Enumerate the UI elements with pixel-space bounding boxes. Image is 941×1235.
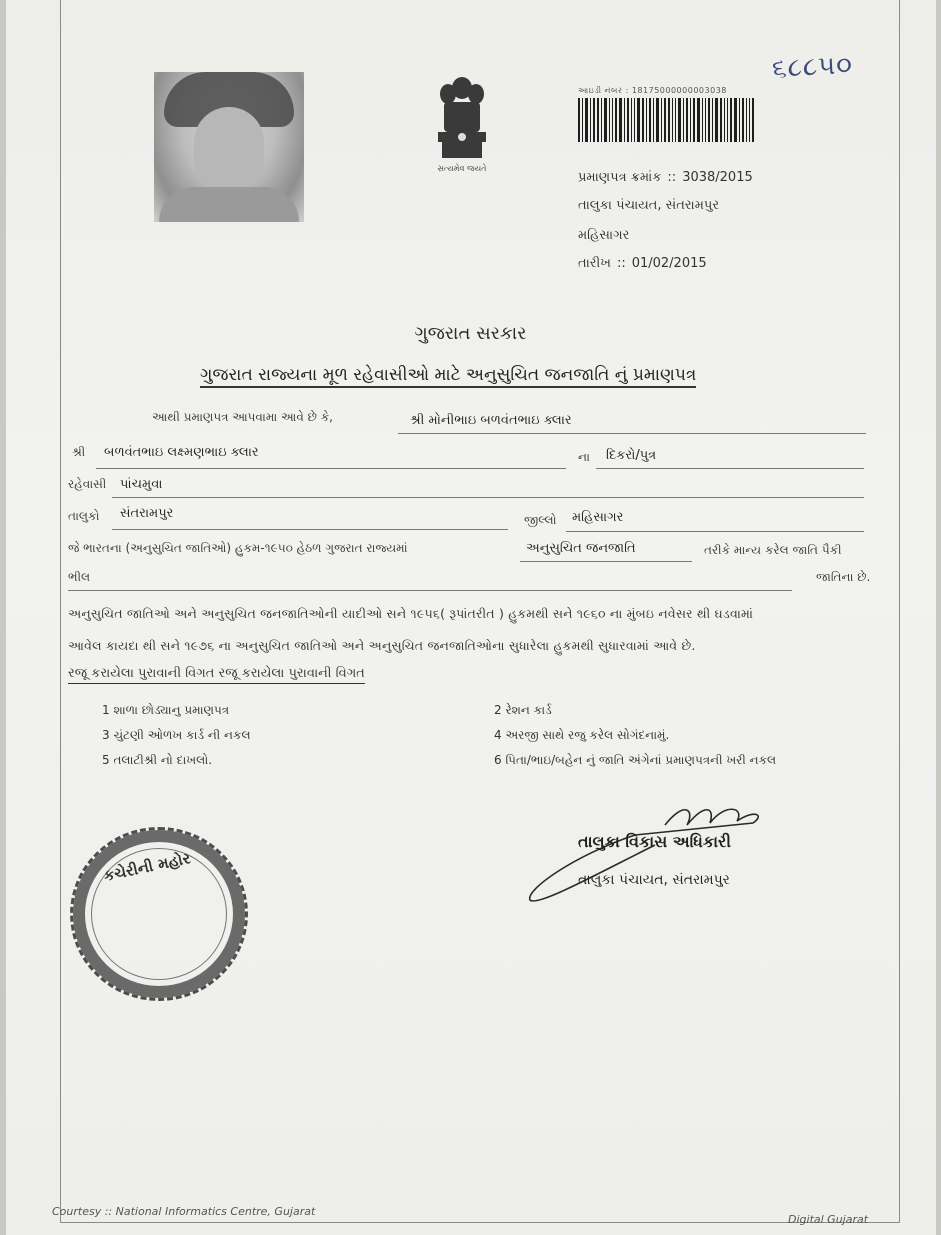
barcode-bar bbox=[672, 98, 673, 142]
barcode-bar bbox=[609, 98, 610, 142]
barcode-bar bbox=[690, 98, 691, 142]
issue-date: તારીખ :: 01/02/2015 bbox=[578, 256, 707, 271]
footer-courtesy: Courtesy :: National Informatics Centre, Gujarat bbox=[52, 1205, 316, 1218]
barcode-bar bbox=[724, 98, 725, 142]
category-line bbox=[520, 561, 692, 562]
caste-line bbox=[68, 590, 792, 591]
issuing-office: તાલુકા પંચાયત, સંતરામપુર bbox=[578, 198, 720, 213]
barcode-bar bbox=[612, 98, 613, 142]
barcode-bar bbox=[734, 98, 737, 142]
signatory-role: તાલુકા વિકાસ અધિકારી bbox=[578, 832, 731, 851]
seal-text: કચેરીની મહોર bbox=[102, 849, 193, 885]
barcode-bar bbox=[668, 98, 670, 142]
barcode-bar bbox=[686, 98, 688, 142]
district: મહિસાગર bbox=[572, 510, 624, 525]
emblem-motto: સત્યમેવ જયતે bbox=[437, 164, 487, 173]
barcode-bar bbox=[746, 98, 747, 142]
barcode-bar bbox=[590, 98, 591, 142]
barcode-bar bbox=[720, 98, 722, 142]
applicant-name: શ્રી મોનીભાઇ બળવંતભાઇ ક્લાર bbox=[410, 413, 572, 428]
barcode-bar bbox=[702, 98, 703, 142]
parent-name-line bbox=[96, 468, 566, 469]
barcode-bar bbox=[656, 98, 659, 142]
barcode-bar bbox=[727, 98, 728, 142]
barcode-bar bbox=[624, 98, 625, 142]
taluka-line bbox=[112, 529, 508, 530]
barcode-id: આઇડી નંબર : 18175000000003038 bbox=[578, 86, 727, 95]
document-item: 4 અરજી સાથે રજુ કરેલ સોગંદનામું. bbox=[494, 728, 670, 742]
barcode-bar bbox=[585, 98, 588, 142]
barcode-bar bbox=[705, 98, 706, 142]
order-text: જે ભારતના (અનુસુચિત જાતિઓ) હુકમ-૧૯૫૦ હેઠળ ગુજરાત રાજ્યમાં bbox=[68, 541, 408, 555]
applicant-name-line bbox=[398, 433, 866, 434]
barcode-bar bbox=[637, 98, 640, 142]
barcode-bar bbox=[601, 98, 602, 142]
barcode bbox=[578, 98, 776, 142]
document-item: 6 પિતા/ભાઇ/બહેન નું જાતિ અંગેનાં પ્રમાણપત્રની ખરી નકલ bbox=[494, 753, 777, 767]
recognized-text: તરીકે માન્ય કરેલ જાતિ પૈકી bbox=[704, 543, 842, 557]
barcode-bar bbox=[715, 98, 718, 142]
barcode-bar bbox=[627, 98, 629, 142]
barcode-bar bbox=[712, 98, 713, 142]
barcode-bar bbox=[642, 98, 644, 142]
barcode-bar bbox=[649, 98, 651, 142]
national-emblem-icon bbox=[430, 70, 494, 170]
barcode-bar bbox=[749, 98, 750, 142]
government-title: ગુજરાત સરકાર bbox=[414, 323, 527, 344]
taluka-label: તાલુકો bbox=[68, 509, 100, 523]
barcode-bar bbox=[604, 98, 607, 142]
district-label: જીલ્લો bbox=[524, 513, 557, 527]
district-line bbox=[566, 531, 864, 532]
relation-line bbox=[596, 468, 864, 469]
parent-name: બળવંતભાઇ લક્ષ્મણભાઇ ક્લાર bbox=[104, 445, 259, 460]
barcode-bar bbox=[708, 98, 710, 142]
issuing-district: મહિસાગર bbox=[578, 228, 630, 243]
certificate-title: ગુજરાત રાજ્યના મૂળ રહેવાસીઓ માટે અનુસુચિત જનજાતિ નું પ્રમાણપત્ર bbox=[200, 365, 696, 388]
category: અનુસુચિત જનજાતિ bbox=[526, 541, 636, 556]
relation: દિકરો/પુત્ર bbox=[606, 448, 657, 463]
taluka: સંતરામપુર bbox=[120, 506, 174, 521]
document-item: 2 રેશન કાર્ડ bbox=[494, 703, 552, 717]
barcode-bar bbox=[675, 98, 676, 142]
barcode-bar bbox=[597, 98, 599, 142]
certify-label: આથી પ્રમાણપત્ર આપવામા આવે છે કે, bbox=[152, 410, 333, 424]
village-line bbox=[112, 497, 864, 498]
document-item: 1 શાળા છોડ્યાનુ પ્રમાણપત્ર bbox=[102, 703, 230, 717]
barcode-bar bbox=[619, 98, 622, 142]
shri-label: શ્રી bbox=[72, 445, 86, 459]
barcode-bar bbox=[578, 98, 580, 142]
son-of-label: ના bbox=[578, 450, 590, 464]
signature bbox=[515, 795, 775, 915]
barcode-bar bbox=[739, 98, 740, 142]
barcode-bar bbox=[661, 98, 662, 142]
barcode-bar bbox=[664, 98, 666, 142]
village: પાંચમુવા bbox=[120, 477, 163, 492]
resident-label: રહેવાસી bbox=[68, 477, 107, 491]
barcode-bar bbox=[653, 98, 654, 142]
office-seal bbox=[70, 827, 248, 1001]
footer-brand: Digital Gujarat bbox=[788, 1213, 869, 1226]
barcode-bar bbox=[646, 98, 647, 142]
barcode-bar bbox=[634, 98, 635, 142]
caste: ભીલ bbox=[68, 570, 91, 584]
barcode-bar bbox=[683, 98, 684, 142]
barcode-bar bbox=[582, 98, 583, 142]
legal-text-line-1: અનુસુચિત જાતિઓ અને અનુસુચિત જનજાતિઓની યાદીઓ સને ૧૯૫૬( રૂપાંતરીત ) હુકમથી સને ૧૯૬૦ ના મુંબઇ નવેસર થી ઘડવામાં bbox=[68, 606, 754, 621]
document-item: 3 ચુંટણી ઓળખ કાર્ડ ની નકલ bbox=[102, 728, 251, 742]
documents-title: રજૂ કરાયેલા પુરાવાની વિગત રજૂ કરાયેલા પુરાવાની વિગત bbox=[68, 666, 365, 684]
barcode-bar bbox=[615, 98, 617, 142]
handwritten-number: ૬૮૮૫૦ bbox=[771, 49, 854, 85]
legal-text-line-2: આવેલ કાયદા થી સને ૧૯૭૬ ના અનુસુચિત જાતિઓ અને અનુસુચિત જનજાતિઓના સુધારેલા હુકમથી સુધારવામાં આવે છે. bbox=[68, 638, 696, 653]
caste-suffix: જાતિના છે. bbox=[816, 570, 871, 584]
barcode-bar bbox=[593, 98, 595, 142]
barcode-bar bbox=[631, 98, 632, 142]
barcode-bar bbox=[742, 98, 744, 142]
barcode-bar bbox=[693, 98, 695, 142]
document-item: 5 તલાટીશ્રી નો દાખલો. bbox=[102, 753, 213, 767]
barcode-bar bbox=[752, 98, 754, 142]
barcode-bar bbox=[697, 98, 700, 142]
signatory-office: તાલુકા પંચાયત, સંતરામપુર bbox=[578, 872, 730, 888]
barcode-bar bbox=[730, 98, 732, 142]
barcode-bar bbox=[678, 98, 681, 142]
certificate-number: પ્રમાણપત્ર ક્રમાંક :: 3038/2015 bbox=[578, 170, 753, 185]
applicant-photo bbox=[154, 72, 304, 222]
